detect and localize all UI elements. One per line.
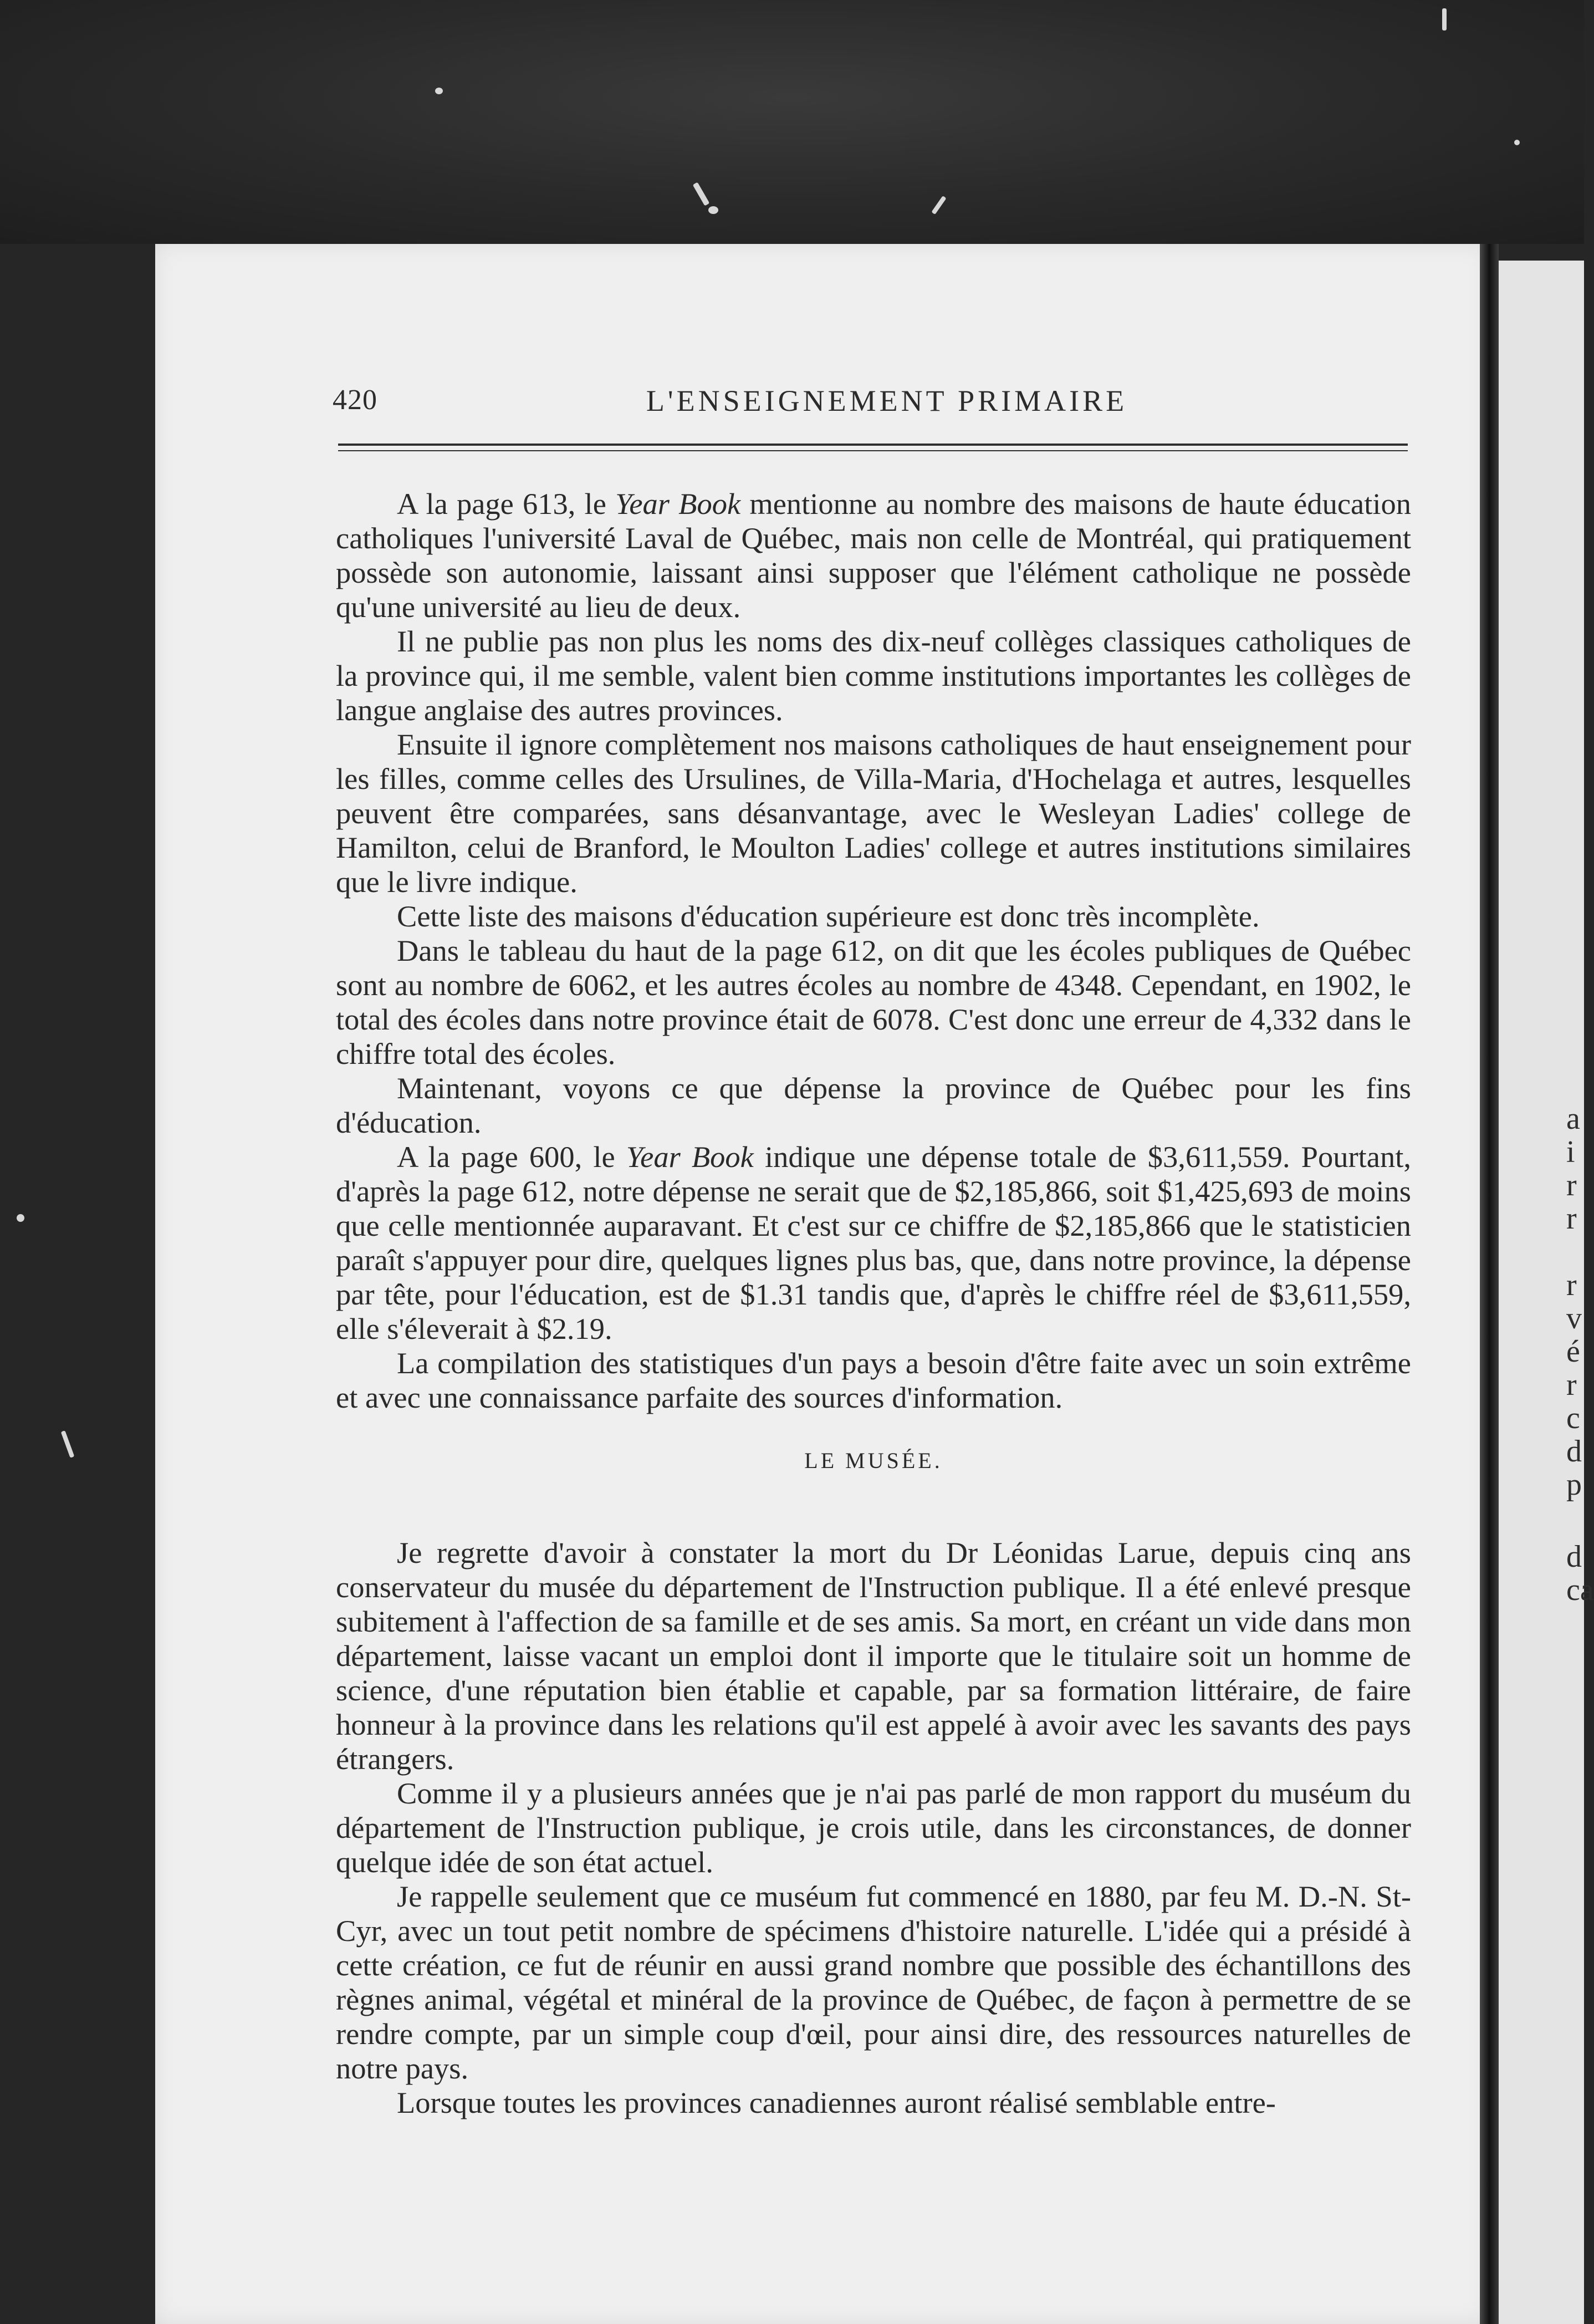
dust-speck (61, 1430, 75, 1458)
edge-letter: d (1566, 1540, 1582, 1574)
running-title: L'ENSEIGNEMENT PRIMAIRE (646, 384, 1128, 417)
paragraph-last-line: Lorsque toutes les provinces canadiennes auront réalisé semblable entre- (397, 2086, 1276, 2119)
dust-speck (435, 88, 443, 94)
header-rule-thin (338, 450, 1408, 451)
edge-letter: r (1566, 1268, 1577, 1302)
dust-speck (1514, 140, 1520, 145)
dust-speck (17, 1214, 24, 1222)
paragraph: A la page 600, le Year Book indique une dépense totale de $3,611,559. Pourtant, d'après la page 612, notre dépense ne serait que de $2,185,866, soit $1,425,693 de moins que celle mentionnée auparavant. Et c'est sur ce chiffre de $2,185,866 que le statisticien paraît s'appuyer pour dire, quelques lignes plus bas, que, dans notre province, la dépense par tête, pour l'éducation, est de $1.31 tandis que, d'après le chiffre réel de $3,611,559, elle s'éleverait à $2.19. (336, 1140, 1411, 1346)
edge-letter: v (1566, 1301, 1582, 1336)
paragraph: La compilation des statistiques d'un pays a besoin d'être faite avec un soin extrême et avec une connaissance parfaite des sources d'information. (336, 1346, 1411, 1414)
paragraph: Maintenant, voyons ce que dépense la province de Québec pour les fins d'éducation. (336, 1071, 1411, 1139)
paragraph: Je rappelle seulement que ce muséum fut commencé en 1880, par feu M. D.-N. St-Cyr, avec un tout petit nombre de spécimens d'histoire naturelle. L'idée qui a présidé à cette création, ce fut de réunir en aussi grand nombre que possible des échantillons des règnes animal, végétal et minéral de la province de Québec, de façon à permettre de se rendre compte, par un simple coup d'œil, pour ainsi dire, des ressources naturelles de notre pays. (336, 1879, 1411, 2085)
edge-letter: r (1566, 1201, 1577, 1236)
section-heading: LE MUSÉE. (804, 1448, 943, 1473)
edge-letter: a (1566, 1102, 1580, 1136)
dust-speck (1442, 8, 1447, 30)
scan-background (0, 0, 1584, 244)
paragraph: Ensuite il ignore complètement nos maisons catholiques de haut enseignement pour les filles, comme celles des Ursulines, de Villa-Maria, d'Hochelaga et autres, lesquelles peuvent être comparées, sans désanvantage, avec le Wesleyan Ladies' college de Hamilton, celui de Branford, le Moulton Ladies' college et autres institutions similaires que le livre indique. (336, 727, 1411, 899)
edge-letter: i (1566, 1135, 1575, 1169)
running-head (333, 384, 1441, 422)
edge-letter: ca (1566, 1573, 1594, 1607)
book-title: Year Book (615, 487, 741, 521)
edge-letter: d (1566, 1434, 1582, 1469)
page-number: 420 (333, 384, 377, 416)
paragraph: Dans le tableau du haut de la page 612, on dit que les écoles publiques de Québec sont au nombre de 6062, et les autres écoles au nombre de 4348. Cependant, en 1902, le total des écoles dans notre province était de 6078. C'est donc une erreur de 4,332 dans le chiffre total des écoles. (336, 934, 1411, 1071)
page-body (336, 487, 1411, 2120)
edge-letter: r (1566, 1168, 1577, 1202)
dust-speck (708, 206, 718, 214)
edge-letter: c (1566, 1401, 1580, 1435)
paragraph: Il ne publie pas non plus les noms des dix-neuf collèges classiques catholiques de la province qui, il me semble, valent bien comme institutions importantes les collèges de langue anglaise des autres provinces. (336, 624, 1411, 727)
paragraph: Je regrette d'avoir à constater la mort du Dr Léonidas Larue, depuis cinq ans conservateur du musée du département de l'Instruction publique. Il a été enlevé presque subitement à l'affection de sa famille et de ses amis. Sa mort, en créant un vide dans mon département, laisse vacant un emploi dont il importe que le titulaire soit un homme de science, d'une réputation bien établie et capable, par sa formation littéraire, de faire honneur à la province dans les relations qu'il est appelé à avoir avec les savants des pays étrangers. (336, 1536, 1411, 1776)
paragraph: Cette liste des maisons d'éducation supérieure est donc très incomplète. (397, 899, 1260, 933)
header-rule-thick (338, 444, 1408, 446)
edge-letter: p (1566, 1467, 1582, 1502)
page-gutter (1480, 244, 1499, 2324)
book-title: Year Book (626, 1140, 754, 1174)
edge-letter: é (1566, 1334, 1580, 1369)
edge-letter: r (1566, 1368, 1577, 1402)
paragraph: Comme il y a plusieurs années que je n'ai pas parlé de mon rapport du muséum du département de l'Instruction publique, je crois utile, dans les circonstances, de donner quelque idée de son état actuel. (336, 1776, 1411, 1879)
paragraph: A la page 613, le Year Book mentionne au nombre des maisons de haute éducation catholiques l'université Laval de Québec, mais non celle de Montréal, qui pratiquement possède son autonomie, laissant ainsi supposer que l'élément catholique ne possède qu'une université au lieu de deux. (336, 487, 1411, 624)
